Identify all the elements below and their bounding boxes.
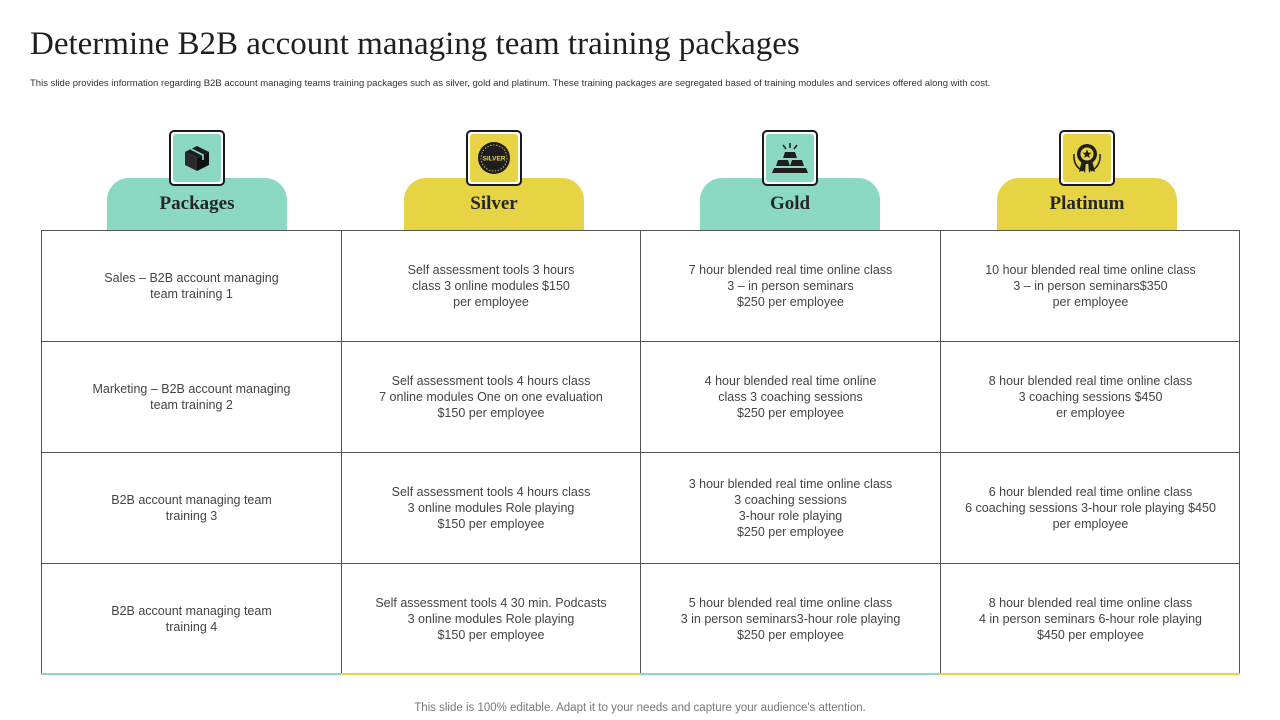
cell-line: 10 hour blended real time online class xyxy=(985,263,1196,277)
table-cell-gold xyxy=(640,563,940,674)
table-cell-silver xyxy=(341,230,640,341)
cell-line: er employee xyxy=(1056,406,1125,420)
accent-line-packages xyxy=(41,673,341,675)
cell-line: 6 coaching sessions 3-hour role playing $450 xyxy=(965,501,1216,515)
table-cell-gold xyxy=(640,452,940,563)
cell-text xyxy=(989,373,1193,421)
header-packages xyxy=(107,130,287,230)
award-ribbon-icon-frame xyxy=(1059,130,1115,186)
cell-text xyxy=(392,484,591,532)
accent-line-platinum xyxy=(940,673,1240,675)
header-silver xyxy=(404,130,584,230)
cell-line: Self assessment tools 4 hours class xyxy=(391,485,591,499)
silver-badge-text: SILVER xyxy=(482,155,506,163)
cell-text xyxy=(92,381,290,413)
cell-text xyxy=(985,262,1196,310)
cell-line: Marketing – B2B account managing xyxy=(92,382,291,396)
cell-text xyxy=(965,484,1216,532)
cell-line: per employee xyxy=(1052,295,1129,309)
cell-text xyxy=(379,373,603,421)
table-cell-packages xyxy=(41,452,341,563)
cell-text xyxy=(111,492,272,524)
page-title: Determine B2B account managing team training packages xyxy=(30,26,800,62)
cell-line: B2B account managing team xyxy=(111,493,272,507)
table-cell-packages xyxy=(41,563,341,674)
cell-line: per employee xyxy=(1052,517,1129,531)
table-cell-platinum xyxy=(940,563,1240,674)
accent-line-silver xyxy=(341,673,640,675)
header-gold xyxy=(700,130,880,230)
table-cell-gold xyxy=(640,230,940,341)
tab-label-silver: Silver xyxy=(470,193,518,214)
cell-line: 4 hour blended real time online xyxy=(704,374,877,388)
cell-line: 3 online modules Role playing xyxy=(407,612,575,626)
cell-text xyxy=(375,595,606,643)
cell-line: Sales – B2B account managing xyxy=(104,271,279,285)
silver-medal-icon-frame xyxy=(466,130,522,186)
cell-text xyxy=(705,373,877,421)
tab-label-platinum: Platinum xyxy=(1049,193,1125,214)
header-platinum xyxy=(997,130,1177,230)
cell-line: $150 per employee xyxy=(437,406,545,420)
cell-line: 3 in person seminars3-hour role playing xyxy=(680,612,901,626)
cell-line: 3 online modules Role playing xyxy=(407,501,575,515)
cell-line: 8 hour blended real time online class xyxy=(988,374,1193,388)
cell-line: B2B account managing team xyxy=(111,604,272,618)
cell-line: 5 hour blended real time online class xyxy=(688,596,893,610)
gold-bars-icon xyxy=(766,134,814,182)
table-cell-silver xyxy=(341,452,640,563)
cell-text xyxy=(689,262,893,310)
cell-line: $250 per employee xyxy=(736,295,844,309)
award-ribbon-icon xyxy=(1063,134,1111,182)
cell-line: 8 hour blended real time online class xyxy=(988,596,1193,610)
packages-table xyxy=(41,230,1240,674)
cell-line: 3 coaching sessions $450 xyxy=(1018,390,1163,404)
cell-text xyxy=(111,603,272,635)
cell-line: per employee xyxy=(453,295,529,309)
table-cell-silver xyxy=(341,341,640,452)
accent-line-gold xyxy=(640,673,940,675)
table-cell-platinum xyxy=(940,341,1240,452)
table-cell-packages xyxy=(41,230,341,341)
box-icon-frame xyxy=(169,130,225,186)
cell-line: team training 2 xyxy=(150,398,233,412)
cell-line: 6 hour blended real time online class xyxy=(988,485,1193,499)
tab-label-gold: Gold xyxy=(769,193,811,214)
cell-text xyxy=(689,476,893,540)
table-cell-packages xyxy=(41,341,341,452)
page-subtitle: This slide provides information regarding B2B account managing teams training packages such as silver, gold and platinum. These training packages are segregated based of training modules and services offered along with cost. xyxy=(30,78,991,89)
cell-line: 7 online modules One on one evaluation xyxy=(379,390,603,404)
table-cell-platinum xyxy=(940,452,1240,563)
cell-line: Self assessment tools 3 hours xyxy=(407,263,575,277)
cell-line: $250 per employee xyxy=(736,525,844,539)
cell-line: 4 in person seminars 6-hour role playing xyxy=(978,612,1203,626)
tab-label-packages: Packages xyxy=(159,193,235,214)
cell-text xyxy=(408,262,575,310)
table-cell-platinum xyxy=(940,230,1240,341)
cell-line: training 4 xyxy=(165,620,218,634)
table-cell-gold xyxy=(640,341,940,452)
cell-text xyxy=(681,595,901,643)
cell-line: training 3 xyxy=(165,509,218,523)
cell-line: 3-hour role playing xyxy=(738,509,843,523)
cell-line: Self assessment tools 4 30 min. Podcasts xyxy=(375,596,607,610)
cell-line: class 3 coaching sessions xyxy=(718,390,863,404)
cell-line: 7 hour blended real time online class xyxy=(688,263,893,277)
silver-medal-icon xyxy=(470,134,518,182)
footer-note: This slide is 100% editable. Adapt it to your needs and capture your audience's attention. xyxy=(414,702,866,714)
cell-line: $150 per employee xyxy=(437,628,545,642)
cell-line: class 3 online modules $150 xyxy=(412,279,570,293)
cell-line: $250 per employee xyxy=(736,406,845,420)
cell-line: 3 – in person seminars xyxy=(727,279,854,293)
cell-text xyxy=(104,270,278,302)
cell-line: $150 per employee xyxy=(437,517,545,531)
table-cell-silver xyxy=(341,563,640,674)
cell-line: 3 – in person seminars$350 xyxy=(1013,279,1168,293)
cell-line: $250 per employee xyxy=(736,628,845,642)
cell-line: 3 coaching sessions xyxy=(734,493,847,507)
cell-line: team training 1 xyxy=(150,287,233,301)
cell-text xyxy=(979,595,1202,643)
box-icon xyxy=(173,134,221,182)
cell-line: Self assessment tools 4 hours class xyxy=(391,374,591,388)
gold-bars-icon-frame xyxy=(762,130,818,186)
cell-line: 3 hour blended real time online class xyxy=(688,477,893,491)
cell-line: $450 per employee xyxy=(1036,628,1144,642)
